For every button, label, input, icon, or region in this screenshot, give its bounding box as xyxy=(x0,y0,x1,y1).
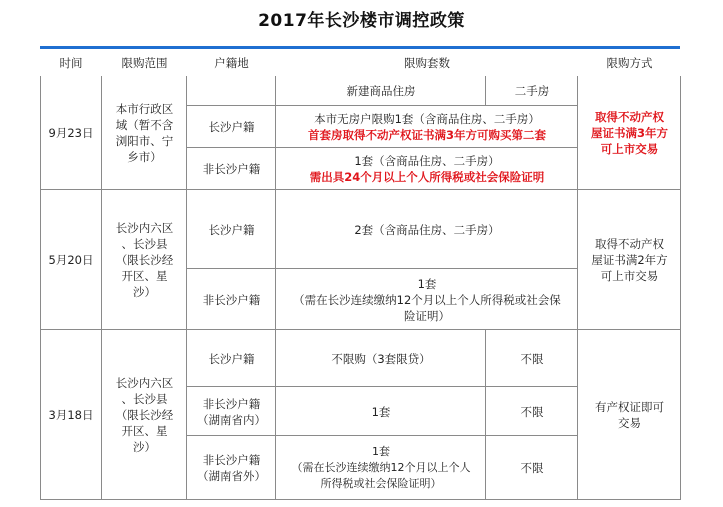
area-line: 开区、星 xyxy=(121,269,168,283)
date-sep23: 9月23日 xyxy=(48,126,94,140)
header-date: 时间 xyxy=(40,49,102,76)
area-line: 乡市） xyxy=(127,150,162,164)
method-may20 xyxy=(578,190,681,330)
hukou-local-may20: 长沙户籍 xyxy=(208,222,255,237)
hukou-line: 非长沙户籍 xyxy=(202,453,261,467)
hukou-outprov-mar18 xyxy=(187,436,276,500)
method-line: 取得不动产权 xyxy=(595,110,664,124)
method-line: 可上市交易 xyxy=(600,142,659,156)
area-line: 长沙内六区 xyxy=(115,221,174,235)
quota-inprov-mar18: 1套 xyxy=(371,404,391,419)
area-line: 沙） xyxy=(133,285,156,299)
area-line: 开区、星 xyxy=(121,424,168,438)
method-line: 有产权证即可 xyxy=(595,400,664,414)
area-line: 、长沙县 xyxy=(121,392,168,406)
area-mar18 xyxy=(102,330,187,500)
policy-table xyxy=(40,49,681,499)
area-line: 本市行政区 xyxy=(115,102,174,116)
area-may20 xyxy=(102,190,187,330)
method-line: 取得不动产权 xyxy=(595,237,664,251)
area-line: 沙） xyxy=(133,440,156,454)
header-area: 限购范围 xyxy=(102,49,187,76)
second-outprov-mar18: 不限 xyxy=(520,461,544,475)
hukou-line: （湖南省内） xyxy=(197,412,266,427)
quota-text: 本市无房户限购1套（含商品住房、二手房） xyxy=(314,112,540,126)
quota-nonlocal-may20 xyxy=(276,269,578,330)
area-line: 域（暂不含 xyxy=(115,118,174,132)
area-line: （限长沙经 xyxy=(115,253,174,267)
date-mar18: 3月18日 xyxy=(48,408,94,422)
quota-text: 所得税或社会保险证明） xyxy=(320,477,442,490)
second-inprov-mar18: 不限 xyxy=(520,404,544,419)
quota-text: 1套 xyxy=(417,276,437,291)
hukou-local-sep23: 长沙户籍 xyxy=(208,120,255,134)
method-sep23 xyxy=(578,76,681,190)
header-hukou: 户籍地 xyxy=(187,49,276,76)
method-line: 交易 xyxy=(618,416,641,430)
quota-text: 险证明） xyxy=(404,308,450,323)
subheader-new-housing: 新建商品住房 xyxy=(346,84,416,98)
subheader-second-hand: 二手房 xyxy=(514,84,550,98)
quota-local-may20: 2套（含商品住房、二手房） xyxy=(354,222,500,237)
area-line: 、长沙县 xyxy=(121,237,168,251)
hukou-nonlocal-may20: 非长沙户籍 xyxy=(202,292,261,307)
quota-local-mar18: 不限购（3套限贷） xyxy=(331,351,431,366)
method-line: 屋证书满2年方 xyxy=(591,253,668,267)
quota-text: 1套 xyxy=(372,445,390,458)
quota-highlight: 首套房取得不动产权证书满3年方可购买第二套 xyxy=(308,128,546,142)
quota-text: （需在长沙连续缴纳12个月以上个人 xyxy=(291,461,471,474)
quota-highlight: 需出具24个月以上个人所得税或社会保险证明 xyxy=(309,170,545,184)
area-line: 长沙内六区 xyxy=(115,376,174,390)
method-line: 可上市交易 xyxy=(600,269,659,283)
area-sep23 xyxy=(102,76,187,190)
quota-outprov-mar18 xyxy=(276,436,486,500)
page-title: 2017年长沙楼市调控政策 xyxy=(258,11,465,31)
quota-local-sep23 xyxy=(276,106,578,148)
method-mar18 xyxy=(578,330,681,500)
quota-text: 1套（含商品住房、二手房） xyxy=(354,154,500,168)
area-line: 浏阳市、宁 xyxy=(115,134,174,148)
hukou-nonlocal-sep23: 非长沙户籍 xyxy=(202,162,261,176)
second-local-mar18: 不限 xyxy=(520,351,544,366)
quota-nonlocal-sep23 xyxy=(276,148,578,190)
date-may20: 5月20日 xyxy=(48,253,94,267)
hukou-line: （湖南省外） xyxy=(197,469,266,483)
hukou-local-mar18: 长沙户籍 xyxy=(208,351,255,366)
header-quota: 限购套数 xyxy=(276,49,578,76)
header-method: 限购方式 xyxy=(578,49,681,76)
method-line: 屋证书满3年方 xyxy=(590,126,668,140)
hukou-inprov-mar18 xyxy=(187,387,276,436)
quota-text: （需在长沙连续缴纳12个月以上个人所得税或社会保 xyxy=(293,292,561,307)
area-line: （限长沙经 xyxy=(115,408,174,422)
hukou-line: 非长沙户籍 xyxy=(202,396,261,411)
